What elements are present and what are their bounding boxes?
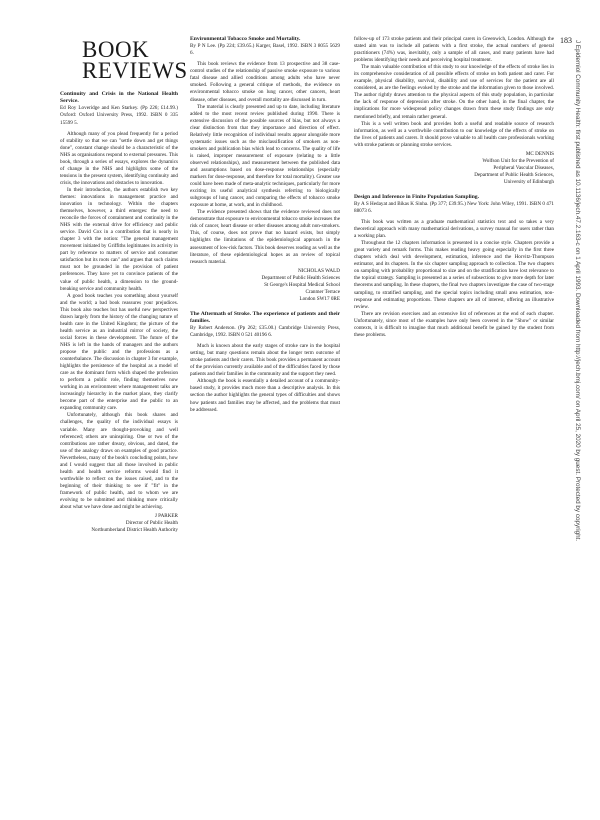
review-4-title: Design and Inference in Finite Population Sampling. [354,193,479,200]
reviewer-affiliation: Cranmer Terrace [305,288,340,295]
review-3-para: This is a well written book and provides both a useful and readable source of research information, as well as a worthwhile contribution to our knowledge of the effects of stroke on the lives of patients and carers. It should prove valuable to all health care professionals working with stroke patients or planning stroke services. [354,120,554,148]
review-4-para: This book was written as a graduate mathematical statistics text and so takes a very theoretical approach with many mathematical derivations, a survey manual for users rather than a working plan. [354,219,554,240]
page-number: 183 [560,36,572,45]
review-1-bib: Ed Roy Loveridge and Ken Starkey. (Pp 226; £14.99.) Oxford: Oxford University Press, 1992. ISBN 0 335 15599 5. [60,105,178,126]
review-3-signature [354,151,554,186]
copyright-side-note: J Epidemiol Community Health: first published as 10.1136/jech.47.2.163-c on 1 April 1993. Downloaded from http://jech.bmj.com/ on April 25, 2020 by guest. Protected by copyright. [574,40,581,542]
review-2-para: The material is clearly presented and up to date, including literature added to the most recent review published during 1990. There is extensive discussion of the possible sources of bias, but not always a clear distinction from that they importance and direction of effect. Relatively little recognition of individual results appear alongside more systematic issues such as the misclassification of smokers as non-smokers and publication bias which lead to concerns. The quality of life is raised, improper measurement of exposure (relating to a little observed relationships), and measurement between the published data and assumptions based on dose-response relationships (especially markers for dose-response, and therefore for total mortality). Greater use could have been made of meta-analytic techniques, particularly for more exciting its useful analytical synthesis referring to biologically subgroups of lung cancer, and comparing the effects of tobacco smoke exposure at home, at work, and in childhood. [190,103,340,209]
review-2-bib: By P N Lee. (Pp 224; £39.65.) Karger, Basel, 1992. ISBN 3 8055 5629 6. [190,43,340,57]
review-1-para: A good book teaches you something about yourself and the world; a bad book reassures your prejudices. This book also teaches but has useful new perspectives drawn largely from the history of the changing nature of health care in the United Kingdom; the picture of the health service as an industrial mirror of society, the social forces in these development. The future of the NHS is left in the hands of managers and the authors propose the public and the professions as a counterbalance. The discussion in chapter 3 for example, highlights the persistence of the hospital as a model of care as the dominant form which shaped the profession to perform a public role, finding themselves now working in an environment where management talks are increasingly hierarchy in the market place, they clarify become part of the enterprise and the public to an expanding community care. [60,292,178,412]
column-1 [60,36,188,534]
review-3-para: Although the book is essentially a detailed account of a community-based study, it provides much more than a descriptive analysis. In this section the author highlights the general types of difficulties and shows how patients and families may be affected, and the problems that must be addressed. [190,378,340,413]
review-3-para: Much is known about the early stages of stroke care in the hospital setting, but many questions remain about the longer term outcome of stroke patients and their carers. This book provides a permanent account of the provision currently available and of the difficulties faced by those patients and their families in the community and the support they need. [190,343,340,378]
review-2-title: Environmental Tobacco Smoke and Mortality. [190,36,301,42]
column-3 [354,36,554,339]
reviewer-affiliation: Department of Public Health Sciences [261,274,340,281]
review-3-bib: By Robert Anderson. (Pp 262; £35.00.) Cambridge University Press, Cambridge, 1992. ISBN 0 521 40196 6. [190,325,340,339]
reviewer-affiliation: University of Edinburgh [503,178,554,185]
reviewer-affiliation: St George's Hospital Medical School [264,281,340,288]
review-3-title: The Aftermath of Stroke. The experience of patients and their families. [190,310,340,324]
review-1-signature [60,513,178,534]
reviewer-name: J PARKER [154,513,178,520]
review-1-para: In their introduction, the authors establish two key themes: innovations in management practice and innovation in technology. Within the chapters themselves, however, a third emerges: the need to reconcile the forces of containment and continuity in the NHS with the external drive for efficiency and public service. David Cox in a contribution that is nearly in chapter 3 with the notion: "The general management movement initiated by Griffiths legitimates its activity in part by reference to matters of service and consumer satisfaction but its roots can" and argues that such claims must not be grounded in the provision of patient preferences. They have yet to convince patients of the value of public health, a dimension to the ground-breaking service and community health. [60,186,178,292]
reviewer-affiliation: Wolfson Unit for the Prevention of [482,157,554,164]
review-3-para: The main valuable contribution of this study to our knowledge of the effects of stroke lies in its comprehensive consideration of all possible effects of stroke on both patient and carer. For example, physical disability, survival, disability and use of services for the patient are all considered, as are the feelings evoked by the stroke and the information given to those involved. The author rightly draws attention to the physical aspects of this study population, in particular the lack of response of depression after stroke. On the other hand, in the final chapter, the implications for more widespread policy changes drawn from these study findings are only mentioned briefly, and remain rather general. [354,64,554,120]
review-4-bib: By A S Hedayat and Bikas K Sinha. (Pp 377; £39.95.) New York: John Wiley, 1991. ISBN 0 471 88073 6. [354,200,554,214]
review-2-para: The evidence presented shows that the evidence reviewed does not demonstrate that exposure to environmental tobacco smoke increases the risk of cancer, heart disease or other diseases among adult non-smokers. This, of course, does not prove that no hazard exists, but simply highlights the limitations of the epidemiological approach in the assessment of low-risk factors. This book deserves reading as well as the literature, of these epidemiological hopes as an review of topical research material. [190,209,340,265]
reviewer-affiliation: Peripheral Vascular Diseases, [493,164,554,171]
review-3-para: follow-up of 173 stroke patients and their principal carers in Greenwich, London. Although the stated aim was to include all patients with a first stroke, the actual numbers of general practitioners (74%) was, inevitably, only a sample of all cases, and many patients have had problems identifying their needs and perceiving hospital treatment. [354,36,554,64]
reviewer-affiliation: London SW17 0RE [299,295,340,302]
section-heading: BOOK REVIEWS [82,37,188,83]
review-2-signature [190,268,340,303]
review-2-para: This book reviews the evidence from 13 prospective and 38 case-control studies of the relationship of passive smoke exposure to various fatal disease and allied conditions among adults who have never smoked. Following a general critique of methods, the evidence on environmental tobacco smoke on lung cancer, other cancers, heart disease, other diseases, and overall mortality are discussed in turn. [190,61,340,103]
column-2 [190,36,340,414]
review-4-para: Throughout the 12 chapters information is presented in a concise style. Chapters provide a great variety and remark forms. This makes reading heavy going especially in the first three chapters which deal with development, estimation, inference and the Horvitz-Thompson estimator, and its chapters. In the six chapter sampling approach to collection. The two chapters on sampling with probability proportional to size and on the stratification have lost relevance to the topical strategy. Sampling is presented as a series of subsections to give more depth for later theorems and sampling. In these chapters, the final two chapters investigate the case of two-stage sampling, to stratified sampling, and the special topics including small area estimation, non-response and estimating proportions. These chapters are all of interest, offering an illustrative review. [354,240,554,310]
review-1-para: Unfortunately, although this book shares and challenges, the quality of the individual essays is variable. Many are thought-provoking and well referenced; others are uninspiring. One or two of the contributions are rather dreary, obvious, and dated, the use of the analogy draws on examples of good practice. Nevertheless, many of the book's concluding points, how and I would suggest that all those involved in public health and health service reforms would find it worthwhile to reflect on the issues raised, and to the beginning of their thinking to see if "fit" in the framework of public health, and to whom we are evolving to be submitted and thinking more critically about what we have done and might be achieving. [60,412,178,511]
reviewer-affiliation: Director of Public Health [125,520,178,527]
reviewer-affiliation: Department of Public Health Sciences, [474,171,554,178]
reviewer-name: MC DENNIS [525,150,554,157]
review-1-para: Although many of you plead frequently for a period of stability so that we can "settle down and get things done", constant change should be a characteristic of the NHS as organisations respond to external pressures. This book, through a series of essays, explores the dynamics of change in the NHS and highlights some of the tensions in the present system, identifying continuity and crisis, the innovations and obstacles to innovation. [60,130,178,186]
review-1-title: Continuity and Crisis in the National Health Service. [60,91,178,105]
reviewer-affiliation: Northumberland District Health Authority [91,527,178,534]
review-4-para: There are revision exercises and an extensive list of references at the end of each chapter. Unfortunately, since most of the examples have only been covered in the "Show" or similar contexts, it is difficult to imagine that much additional benefit be gained by the student from these problems. [354,310,554,338]
reviewer-name: NICHOLAS WALD [297,267,340,274]
